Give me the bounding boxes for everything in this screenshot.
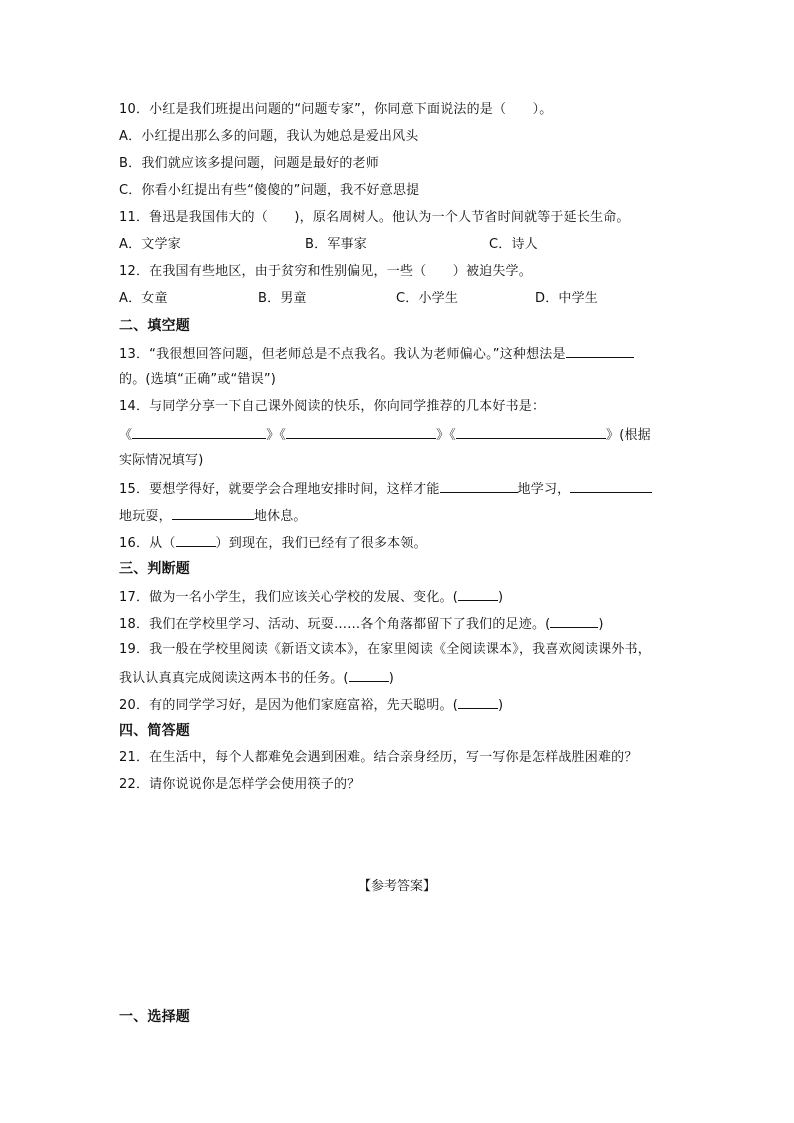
question-16-text: 16．从（ bbox=[119, 536, 176, 551]
question-19-line-1: 19．我一般在学校里阅读《新语文读本》，在家里阅读《全阅读课本》，我喜欢阅读课外书， bbox=[119, 642, 651, 657]
question-21: 21．在生活中，每个人都难免会遇到困难。结合亲身经历，写一写你是怎样战胜困难的？ bbox=[119, 750, 638, 765]
question-20 bbox=[119, 695, 503, 715]
answer-key-title: 【参考答案】 bbox=[357, 879, 436, 894]
bracket-close: 》(根据 bbox=[606, 428, 651, 443]
question-15-text: 地休息。 bbox=[253, 509, 307, 524]
question-17-text: 17．做为一名小学生，我们应该关心学校的发展、变化。( bbox=[119, 590, 459, 605]
answer-blank[interactable] bbox=[458, 695, 498, 709]
bracket-open: 《 bbox=[119, 428, 133, 443]
answer-blank[interactable] bbox=[550, 614, 598, 628]
question-13-text: 13．“我很想回答问题，但老师总是不点我名。我认为老师偏心。”这种想法是 bbox=[119, 347, 566, 362]
question-14-book-blanks bbox=[119, 425, 651, 445]
question-12-option-c: C．小学生 bbox=[396, 291, 459, 306]
answer-blank[interactable] bbox=[172, 506, 254, 520]
answer-blank[interactable] bbox=[570, 479, 652, 493]
section-heading-multiple-choice: 一、选择题 bbox=[119, 1009, 190, 1025]
question-15-text: 地学习， bbox=[517, 482, 571, 497]
book-blank-3[interactable] bbox=[456, 425, 606, 439]
question-20-text: 20．有的同学学习好，是因为他们家庭富裕，先天聪明。( bbox=[119, 698, 459, 713]
answer-blank[interactable] bbox=[349, 668, 389, 682]
question-18 bbox=[119, 614, 604, 634]
question-12-stem: 12．在我国有些地区，由于贫穷和性别偏见，一些（ ）被迫失学。 bbox=[119, 264, 532, 279]
paren-close: ) bbox=[498, 590, 504, 605]
question-15-text: 15．要想学得好，就要学会合理地安排时间，这样才能 bbox=[119, 482, 440, 497]
question-11-option-a: A．文学家 bbox=[119, 237, 181, 252]
question-12-option-d: D．中学生 bbox=[535, 291, 599, 306]
paren-close: ) bbox=[598, 617, 604, 632]
question-10-option-a: A．小红提出那么多的问题，我认为她总是爱出风头 bbox=[119, 129, 419, 144]
question-22: 22．请你说说你是怎样学会使用筷子的？ bbox=[119, 777, 361, 792]
question-10-option-b: B．我们就应该多提问题，问题是最好的老师 bbox=[119, 156, 379, 171]
answer-blank[interactable] bbox=[440, 479, 518, 493]
question-15-text: 地玩耍， bbox=[119, 509, 172, 524]
question-19-text: 我认认真真完成阅读这两本书的任务。( bbox=[119, 671, 349, 686]
question-11-stem: 11．鲁迅是我国伟大的（ )，原名周树人。他认为一个人节省时间就等于延长生命。 bbox=[119, 210, 630, 225]
question-10-stem: 10．小红是我们班提出问题的“问题专家”，你同意下面说法的是（ ）。 bbox=[119, 102, 553, 117]
book-blank-2[interactable] bbox=[286, 425, 436, 439]
question-14-tail: 实际情况填写) bbox=[119, 453, 204, 468]
answer-blank[interactable] bbox=[566, 344, 634, 358]
answer-blank[interactable] bbox=[176, 533, 216, 547]
question-16-text: ）到现在，我们已经有了很多本领。 bbox=[215, 536, 427, 551]
answer-blank[interactable] bbox=[458, 587, 498, 601]
question-11-options bbox=[119, 236, 538, 254]
question-11-option-c: C．诗人 bbox=[489, 237, 538, 252]
question-18-text: 18．我们在学校里学习、活动、玩耍……各个角落都留下了我们的足迹。( bbox=[119, 617, 551, 632]
paren-close: ) bbox=[388, 671, 394, 686]
bracket-separator: 》《 bbox=[436, 428, 457, 443]
question-17 bbox=[119, 587, 503, 607]
bracket-separator: 》《 bbox=[266, 428, 287, 443]
question-12-options bbox=[119, 290, 598, 308]
question-14-stem: 14．与同学分享一下自己课外阅读的快乐，你向同学推荐的几本好书是： bbox=[119, 399, 546, 414]
question-15-line-1 bbox=[119, 479, 652, 499]
question-12-option-a: A．女童 bbox=[119, 291, 168, 306]
question-19-line-2 bbox=[119, 668, 394, 688]
paren-close: ) bbox=[498, 698, 504, 713]
question-13-line-1 bbox=[119, 344, 634, 364]
question-13-line-2: 的。(选填“正确”或“错误”) bbox=[119, 372, 277, 387]
question-16 bbox=[119, 533, 427, 553]
section-heading-short-answer: 四、简答题 bbox=[119, 723, 190, 739]
question-15-line-2 bbox=[119, 506, 307, 526]
book-blank-1[interactable] bbox=[132, 425, 266, 439]
question-10-option-c: C．你看小红提出有些“傻傻的”问题，我不好意思提 bbox=[119, 183, 420, 198]
section-heading-fill-blank: 二、填空题 bbox=[119, 318, 190, 334]
section-heading-true-false: 三、判断题 bbox=[119, 561, 190, 577]
question-11-option-b: B．军事家 bbox=[305, 237, 367, 252]
question-12-option-b: B．男童 bbox=[258, 291, 307, 306]
